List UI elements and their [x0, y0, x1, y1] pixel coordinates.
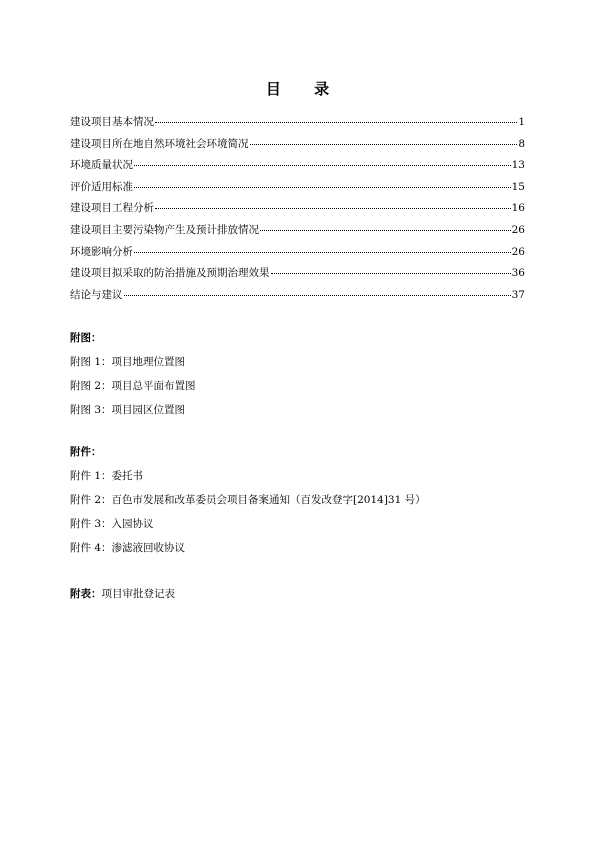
toc-entry-label: 环境质量状况: [70, 159, 133, 172]
toc-entry-label: 建设项目所在地自然环境社会环境简况: [70, 137, 249, 150]
toc-entry-page: 37: [511, 288, 525, 301]
toc-entry-page: 26: [511, 223, 525, 236]
toc-leader-dots: [134, 237, 511, 253]
figure-item: 附图 3：项目园区位置图: [70, 404, 186, 416]
toc-entry-label: 建设项目基本情况: [70, 116, 154, 128]
page-title: 目 录: [265, 80, 344, 98]
toc-entry-label: 评价适用标准: [70, 180, 133, 193]
toc-leader-dots: [271, 258, 511, 274]
toc-leader-dots: [124, 280, 511, 296]
figures-heading: 附图：: [70, 332, 102, 344]
attachments-section: [70, 440, 426, 560]
appendix-table-heading: 附表：: [70, 588, 102, 600]
toc-entry-label: 建设项目工程分析: [70, 202, 154, 215]
attachment-item: 附件 3：入园协议: [70, 518, 154, 530]
toc-entry[interactable]: [70, 131, 525, 153]
toc-entry[interactable]: [70, 239, 525, 261]
toc-entry-page: 26: [511, 245, 525, 258]
figure-item: 附图 1：项目地理位置图: [70, 356, 186, 368]
toc-leader-dots: [155, 107, 517, 123]
toc-leader-dots: [134, 172, 511, 188]
toc-entry-label: 建设项目主要污染物产生及预计排放情况: [70, 223, 259, 236]
appendix-table-line: [70, 582, 175, 606]
toc-leader-dots: [134, 150, 511, 166]
attachment-item: 附件 1：委托书: [70, 470, 144, 482]
toc-entry-page: 1: [518, 116, 525, 128]
appendix-table-text: 项目审批登记表: [101, 588, 175, 600]
table-of-contents: [70, 109, 525, 303]
toc-entry-label: 建设项目拟采取的防治措施及预期治理效果: [70, 267, 270, 280]
toc-entry[interactable]: [70, 109, 525, 131]
attachment-item: 附件 2：百色市发展和改革委员会项目备案通知（百发改登字[2014]31 号）: [70, 494, 426, 506]
attachment-item: 附件 4：渗滤液回收协议: [70, 542, 186, 554]
toc-leader-dots: [155, 193, 511, 209]
toc-entry[interactable]: [70, 195, 525, 217]
toc-entry-label: 结论与建议: [70, 288, 123, 301]
toc-entry-page: 13: [511, 159, 525, 172]
toc-entry[interactable]: [70, 174, 525, 196]
toc-entry[interactable]: [70, 260, 525, 282]
figures-section: [70, 326, 196, 422]
attachments-heading: 附件：: [70, 446, 102, 458]
toc-entry-page: 8: [518, 137, 525, 150]
toc-entry[interactable]: [70, 282, 525, 304]
toc-entry-page: 16: [511, 202, 525, 215]
figure-item: 附图 2：项目总平面布置图: [70, 380, 196, 392]
toc-leader-dots: [250, 129, 518, 145]
toc-entry[interactable]: [70, 152, 525, 174]
toc-entry-label: 环境影响分析: [70, 245, 133, 258]
toc-entry[interactable]: [70, 217, 525, 239]
toc-entry-page: 36: [511, 267, 525, 280]
toc-entry-page: 15: [511, 180, 525, 193]
toc-leader-dots: [260, 215, 511, 231]
